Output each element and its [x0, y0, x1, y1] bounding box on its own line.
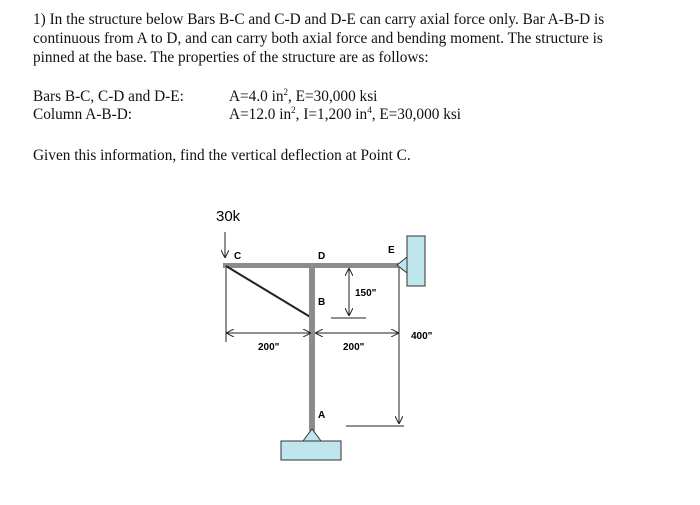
- property-value: A=4.0 $in^2$, E=30,000 ksi: [229, 86, 378, 105]
- pin-support-a: [303, 429, 321, 441]
- node-label-a: A: [318, 410, 326, 421]
- property-label: Bars B-C, C-D and D-E:: [33, 88, 184, 105]
- problem-statement: 1) In the structure below Bars B-C and C-D and D-E can carry axial force only. Bar A-B-D is continuous from A to D, and can carry both axial force and bending moment. The structure is pinned at the base. The properties of the structure are as follows:: [33, 11, 605, 66]
- dim-label-left: 200": [258, 342, 280, 353]
- load-label: 30k: [216, 208, 241, 225]
- dim-label-total: 400": [411, 331, 433, 342]
- node-label-e: E: [388, 245, 395, 256]
- node-label-b: B: [318, 297, 326, 308]
- dim-label-right: 200": [343, 342, 365, 353]
- base-support-a: [281, 441, 341, 460]
- question-text: Given this information, find the vertical deflection at Point C.: [33, 147, 411, 164]
- dim-label-db: 150": [355, 288, 377, 299]
- node-label-c: C: [234, 251, 242, 262]
- node-label-d: D: [318, 251, 326, 262]
- bar-bc: [226, 266, 312, 318]
- property-value: A=12.0 $in^2$, I=1,200 $in^4$, E=30,000 ksi: [229, 104, 462, 123]
- wall-support-e: [407, 236, 425, 286]
- column-abd: [309, 263, 315, 431]
- property-label: Column A-B-D:: [33, 106, 133, 123]
